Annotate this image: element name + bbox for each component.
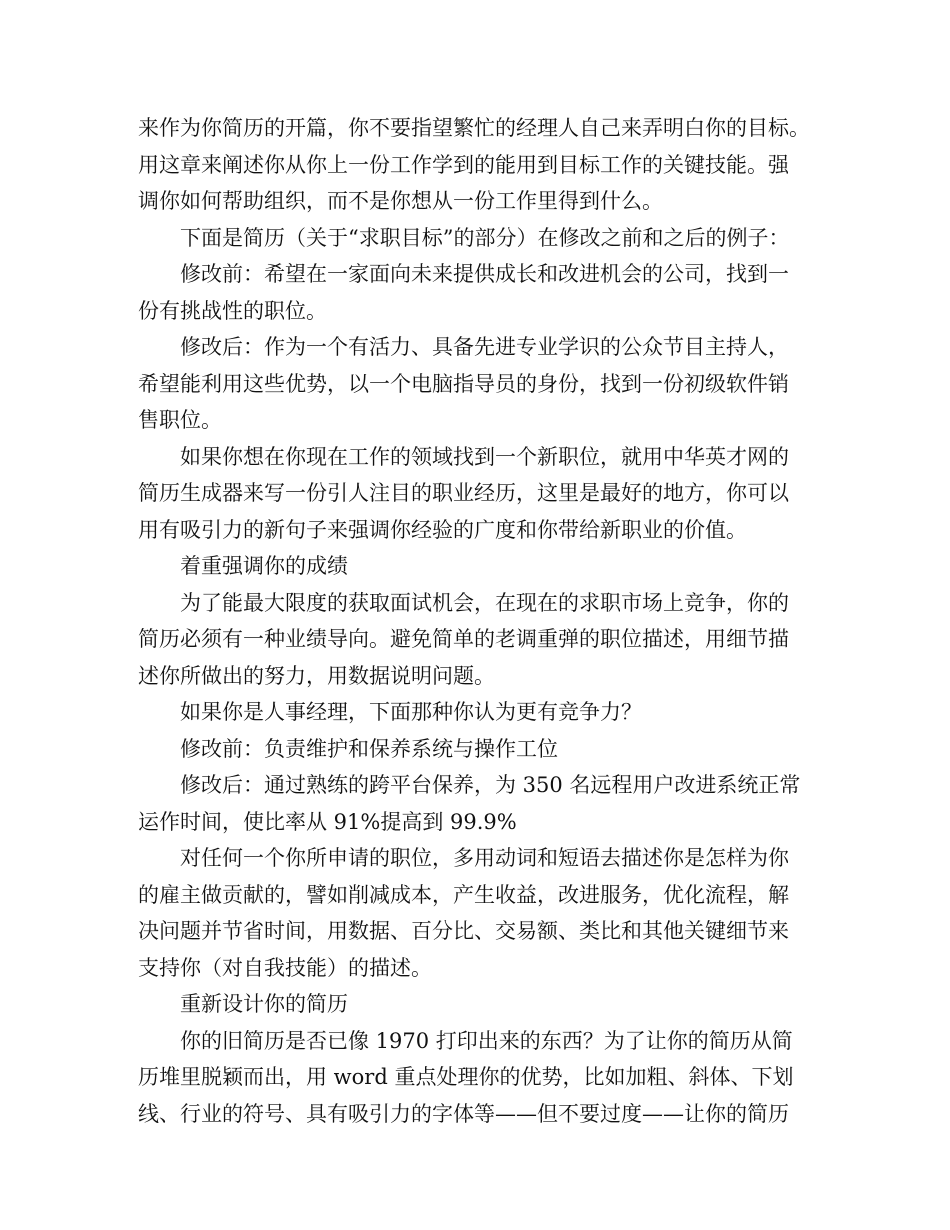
text-line: 修改后：通过熟练的跨平台保养，为 350 名远程用户改进系统正常 — [180, 773, 801, 797]
text-line: 简历必须有一种业绩导向。避免简单的老调重弹的职位描述，用细节描 — [138, 627, 789, 651]
text-line: 修改前：负责维护和保养系统与操作工位 — [180, 736, 558, 761]
text-line: 线、行业的符号、具有吸引力的字体等——但不要过度——让你的简历 — [138, 1101, 789, 1126]
text-line: 如果你是人事经理，下面那种你认为更有竞争力？ — [180, 700, 642, 724]
document-body — [138, 110, 818, 1132]
text-line: 来作为你简历的开篇，你不要指望繁忙的经理人自己来弄明白你的目标。 — [138, 116, 810, 140]
text-line: 调你如何帮助组织，而不是你想从一份工作里得到什么。 — [138, 189, 663, 213]
text-line: 你的旧简历是否已像 1970 打印出来的东西？为了让你的简历从简 — [180, 1028, 793, 1053]
text-line: 历堆里脱颖而出，用 word 重点处理你的优势，比如加粗、斜体、下划 — [138, 1065, 794, 1089]
text-line: 修改前：希望在一家面向未来提供成长和改进机会的公司，找到一 — [180, 262, 789, 286]
text-line: 运作时间，使比率从 91%提高到 99.9% — [138, 809, 517, 834]
text-line: 希望能利用这些优势，以一个电脑指导员的身份，找到一份初级软件销 — [138, 371, 789, 396]
text-line: 对任何一个你所申请的职位，多用动词和短语去描述你是怎样为你 — [180, 846, 789, 870]
text-line: 用这章来阐述你从你上一份工作学到的能用到目标工作的关键技能。强 — [138, 152, 789, 177]
text-line: 重新设计你的简历 — [180, 992, 348, 1016]
text-line: 支持你（对自我技能）的描述。 — [138, 955, 432, 980]
text-line: 简历生成器来写一份引人注目的职业经历，这里是最好的地方，你可以 — [138, 481, 789, 505]
text-line: 用有吸引力的新句子来强调你经验的广度和你带给新职业的价值。 — [138, 517, 747, 542]
text-line: 份有挑战性的职位。 — [138, 298, 327, 323]
text-line: 修改后：作为一个有活力、具备先进专业学识的公众节目主持人， — [180, 335, 789, 359]
text-line: 述你所做出的努力，用数据说明问题。 — [138, 663, 495, 688]
text-line: 着重强调你的成绩 — [180, 554, 348, 578]
text-line: 售职位。 — [138, 408, 222, 432]
text-line: 决问题并节省时间，用数据、百分比、交易额、类比和其他关键细节来 — [138, 919, 789, 943]
text-line: 如果你想在你现在工作的领域找到一个新职位，就用中华英才网的 — [180, 444, 789, 469]
text-line: 下面是简历（关于“求职目标”的部分）在修改之前和之后的例子： — [180, 225, 790, 250]
text-line: 的雇主做贡献的，譬如削减成本，产生收益，改进服务，优化流程，解 — [138, 882, 789, 907]
text-line: 为了能最大限度的获取面试机会，在现在的求职市场上竞争，你的 — [180, 590, 789, 615]
